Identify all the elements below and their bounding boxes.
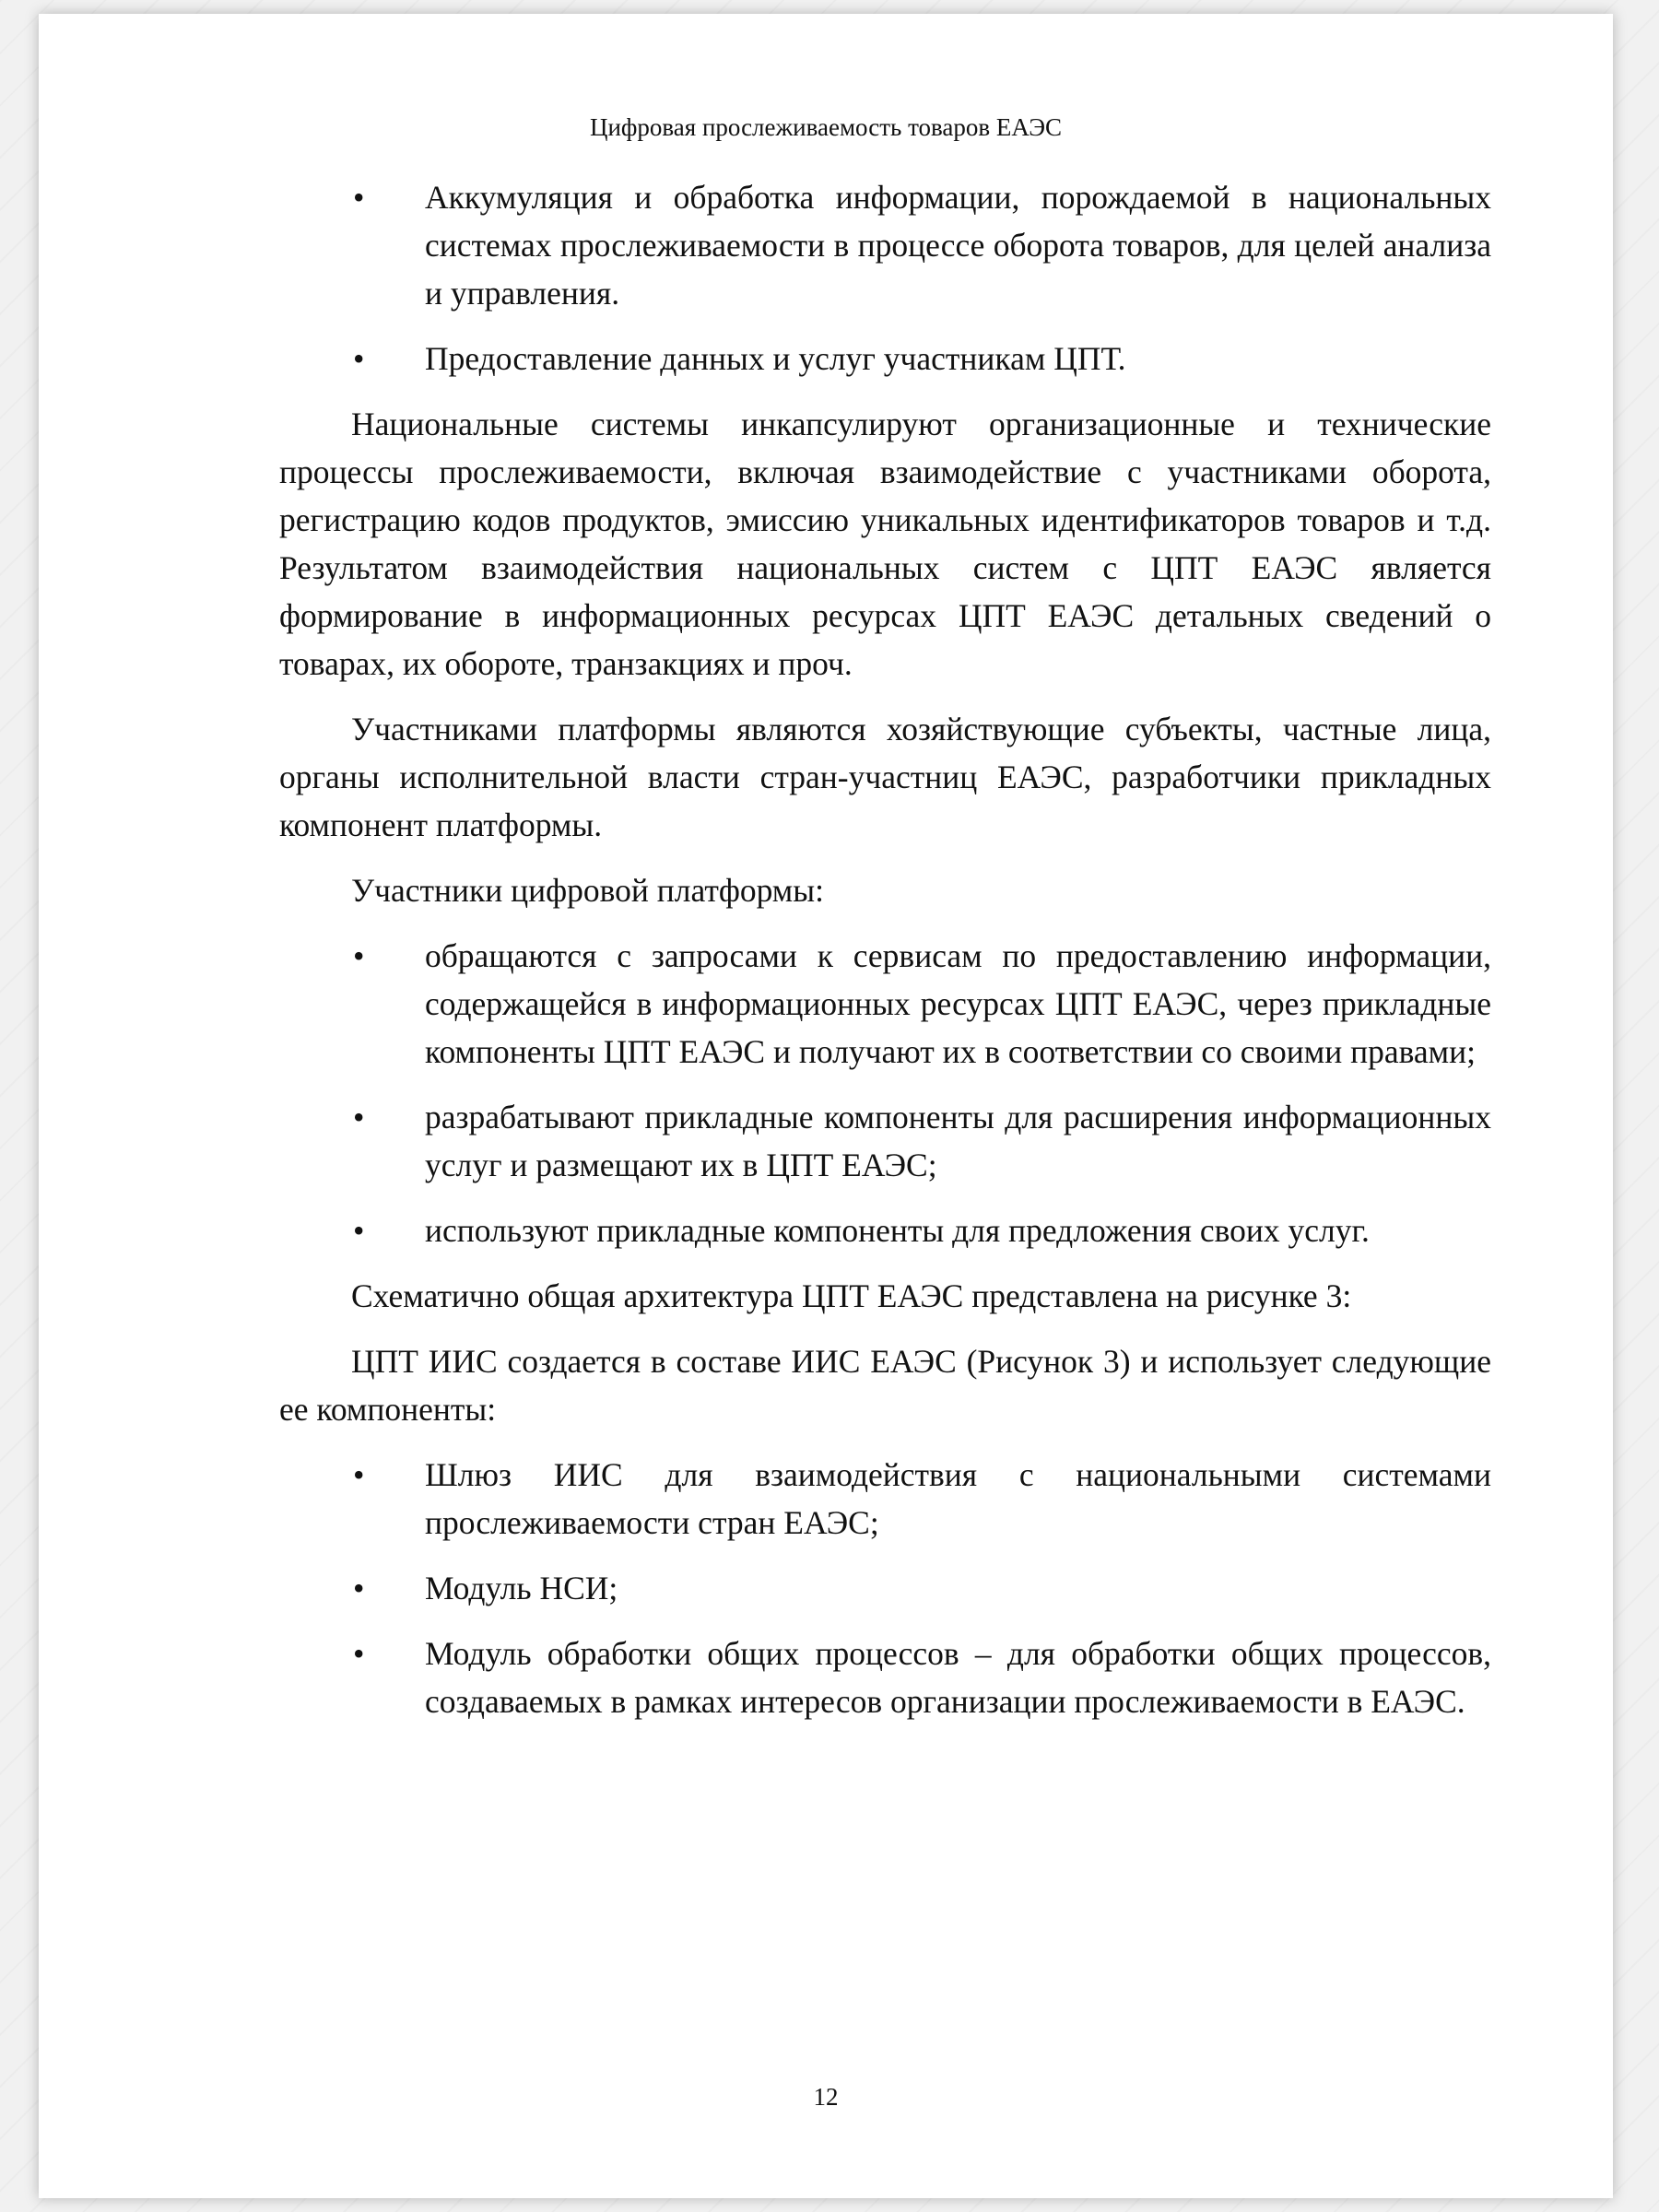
bullet-item bbox=[279, 1093, 1491, 1189]
paragraph: Участниками платформы являются хозяйствующие субъекты, частные лица, органы исполнительной власти стран-участниц ЕАЭС, разработчики прикладных компонент платформы. bbox=[279, 711, 1491, 843]
bullet-item bbox=[279, 932, 1491, 1076]
bullet-icon: • bbox=[353, 937, 365, 974]
page-body bbox=[279, 173, 1491, 1743]
bullet-item bbox=[279, 173, 1491, 317]
bullet-text: используют прикладные компоненты для предложения своих услуг. bbox=[425, 1212, 1370, 1249]
bullet-item bbox=[279, 335, 1491, 382]
bullet-text: Модуль НСИ; bbox=[425, 1570, 618, 1606]
bullet-icon: • bbox=[353, 179, 365, 216]
bullet-icon: • bbox=[353, 1212, 365, 1249]
bullet-text: Модуль обработки общих процессов – для обработки общих процессов, создаваемых в рамках интересов организации прослеживаемости в ЕАЭС. bbox=[425, 1635, 1491, 1720]
paragraph: Национальные системы инкапсулируют организационные и технические процессы прослеживаемости, включая взаимодействие с участниками оборота, регистрацию кодов продуктов, эмиссию уникальных идентификаторов товаров и т.д. Результатом взаимодействия национальных систем с ЦПТ ЕАЭС является формирование в информационных ресурсах ЦПТ ЕАЭС детальных сведений о товарах, их обороте, транзакциях и проч. bbox=[279, 406, 1491, 682]
bullet-text: Предоставление данных и услуг участникам ЦПТ. bbox=[425, 340, 1126, 377]
paragraph: Участники цифровой платформы: bbox=[351, 872, 824, 909]
bullet-icon: • bbox=[353, 1570, 365, 1606]
bullet-icon: • bbox=[353, 1635, 365, 1672]
bullet-item bbox=[279, 1564, 1491, 1612]
bullet-icon: • bbox=[353, 1456, 365, 1493]
bullet-text: Шлюз ИИС для взаимодействия с национальными системами прослеживаемости стран ЕАЭС; bbox=[425, 1456, 1491, 1541]
bullet-text: обращаются с запросами к сервисам по предоставлению информации, содержащейся в информационных ресурсах ЦПТ ЕАЭС, через прикладные компоненты ЦПТ ЕАЭС и получают их в соответствии со своими правами; bbox=[425, 937, 1491, 1070]
bullet-item bbox=[279, 1206, 1491, 1254]
document-page bbox=[39, 14, 1613, 2198]
page-number: 12 bbox=[813, 2083, 839, 2111]
bullet-text: разрабатывают прикладные компоненты для расширения информационных услуг и размещают их в ЦПТ ЕАЭС; bbox=[425, 1099, 1491, 1183]
bullet-item bbox=[279, 1630, 1491, 1725]
paragraph: Схематично общая архитектура ЦПТ ЕАЭС представлена на рисунке 3: bbox=[351, 1277, 1352, 1314]
paragraph: ЦПТ ИИС создается в составе ИИС ЕАЭС (Рисунок 3) и использует следующие ее компоненты: bbox=[279, 1343, 1491, 1428]
bullet-icon: • bbox=[353, 1099, 365, 1135]
running-header: Цифровая прослеживаемость товаров ЕАЭС bbox=[589, 113, 1063, 141]
bullet-item bbox=[279, 1451, 1491, 1547]
bullet-text: Аккумуляция и обработка информации, порождаемой в национальных системах прослеживаемости в процессе оборота товаров, для целей анализа и управления. bbox=[425, 179, 1491, 312]
bullet-icon: • bbox=[353, 340, 365, 377]
